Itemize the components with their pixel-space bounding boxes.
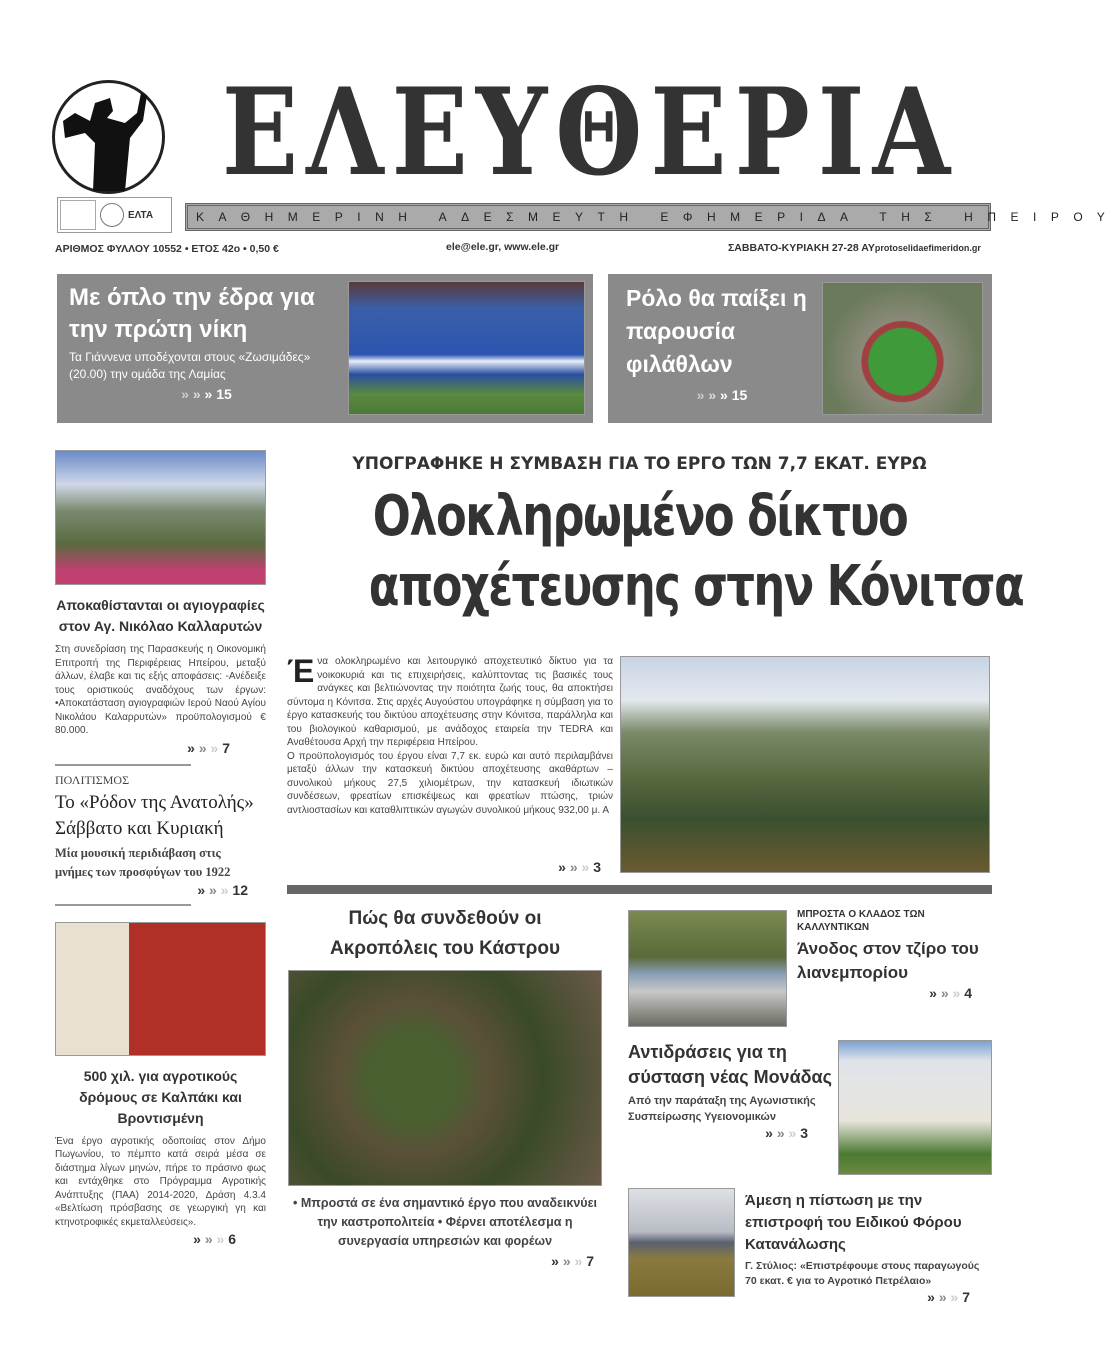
fields-photo — [628, 1188, 735, 1297]
watermark-text: protoselidaefimeridon.gr — [874, 243, 981, 253]
main-body — [287, 655, 613, 817]
main-body-paragraph-1: να ολοκληρωμένο και λειτουργικό αποχετευτικό δίκτυο για τα νοικοκυριά και τις επιχειρήσεις, καλύπτοντας τις βασικές τους ανάγκες και βελτιώνοντας την ποιότητα ζωής τους, θα αποκτήσει σύντομα η Κόνιτσα. Στις αρχές Αυγούστου υπογράφηκε η σύμβαση για το έργο κατασκευής του δικτύου αποχέτευσης στην Κόνιτσα, παράλληλα και του βιολογικού καθαρισμού, με ανάδοχος εταιρεία την TEDRA και Αναθέτουσα Αρχή την περιφέρεια Ηπείρου. — [287, 656, 613, 748]
main-headline-line-2: αποχέτευσης στην Κόνιτσα — [368, 554, 1024, 619]
page-jump[interactable]: » » » 6 — [193, 1231, 236, 1247]
main-headline[interactable] — [287, 482, 1024, 622]
promo-headline: Με όπλο την έδρα για την πρώτη νίκη — [69, 284, 315, 343]
divider — [55, 904, 191, 906]
unit-story — [628, 1040, 832, 1141]
konitsa-photo — [620, 656, 990, 873]
page-jump[interactable]: » » » 15 — [181, 386, 232, 402]
page-jump[interactable]: » » » 7 — [927, 1289, 970, 1305]
page-number: 15 — [731, 387, 748, 403]
logo-emblem — [52, 80, 165, 194]
page-jump[interactable]: » » » 3 — [558, 859, 601, 875]
retail-story — [797, 908, 992, 1001]
masthead-subtitle: ΚΑΘΗΜΕΡΙΝΗ ΑΔΕΣΜΕΥΤΗ ΕΦΗΜΕΡΙΔΑ ΤΗΣ ΗΠΕΙΡΟΥ — [185, 203, 991, 231]
center-column — [288, 904, 602, 1269]
article-body: Στη συνεδρίαση της Παρασκευής η Οικονομική Επιτροπή της Περιφέρειας Ηπείρου, μεταξύ άλλων, έλαβε και τις εξής αποφάσεις: -Ανέδειξε τους οριστικούς αναδόχους των έργων: •Αποκατάσταση αγιογραφιών Ιερού Ναού Αγίου Νικολάου Καλαρρυτών» προϋπολογισμού € 80.000. — [55, 644, 266, 736]
page-jump[interactable]: » » » 12 — [197, 881, 248, 898]
date-text: ΣΑΒΒΑΤΟ-ΚΥΡΙΑΚΗ 27-28 ΑΥ — [728, 242, 875, 254]
page-jump[interactable]: » » » 7 — [187, 739, 230, 756]
village-photo — [55, 450, 266, 585]
article-subtitle: Από την παράταξη της Αγωνιστικής Συσπείρωσης Υγειονομικών — [628, 1095, 816, 1123]
page-number: 12 — [232, 881, 248, 898]
page-number: 7 — [222, 739, 230, 756]
center-text: • Μπροστά σε ένα σημαντικό έργο που αναδεικνύει την καστροπολιτεία • Φέρνει αποτέλεσμα η συνεργασία υπηρεσιών και φορέων — [293, 1196, 597, 1248]
promo-headline: Ρόλο θα παίξει η παρουσία φιλάθλων — [626, 285, 807, 377]
page-jump[interactable]: » » » 7 — [551, 1253, 594, 1269]
page-number: 7 — [962, 1289, 970, 1305]
stadium-photo — [822, 282, 983, 415]
article-headline[interactable]: Άμεση η πίστωση με την επιστροφή του Ειδικού Φόρου Κατανάλωσης — [745, 1192, 962, 1253]
town-lake-photo — [628, 910, 787, 1027]
team-photo — [348, 281, 585, 415]
page-jump[interactable]: » » » 3 — [765, 1125, 808, 1141]
center-headline[interactable]: Πώς θα συνδεθούν οι Ακροπόλεις του Κάστρου — [329, 908, 561, 959]
contact-info: ele@ele.gr, www.ele.gr — [446, 241, 560, 253]
article-headline[interactable]: Άνοδος στον τζίρο του λιανεμπορίου — [797, 939, 979, 982]
article-kicker: ΜΠΡΟΣΤΑ Ο ΚΛΑΔΟΣ ΤΩΝ ΚΑΛΛΥΝΤΙΚΩΝ — [797, 909, 925, 933]
left-column — [55, 450, 266, 1247]
article-headline[interactable]: Αποκαθίστανται οι αγιογραφίες στον Αγ. Νικόλαο Καλλαρυτών — [56, 597, 265, 634]
article-subtitle: Γ. Στύλιος: «Επιστρέφουμε στους παραγωγούς 70 εκατ. € για το Αγροτικό Πετρέλαιο» — [745, 1260, 980, 1287]
masthead-title: ΕΛΕΥΘΕΡΙΑ — [221, 61, 959, 203]
section-divider-bar — [287, 885, 992, 894]
elta-logo: ΕΛΤΑ — [128, 209, 154, 221]
castle-aerial-photo — [288, 970, 602, 1186]
promo-box-football[interactable] — [57, 274, 593, 423]
promo-text: Τα Γιάννενα υποδέχονται στους «Ζωσιμάδες» (20.00) την ομάδα της Λαμίας — [69, 350, 311, 381]
issue-date — [728, 242, 981, 254]
page-number: 4 — [964, 985, 972, 1001]
main-body-column — [287, 655, 613, 875]
postal-box — [57, 197, 172, 233]
article-subtitle: Μία μουσική περιδιάβαση στις μνήμες των προσφύγων του 1922 — [55, 845, 231, 879]
community-office-photo — [55, 922, 266, 1056]
main-kicker: ΥΠΟΓΡΑΦΗΚΕ Η ΣΥΜΒΑΣΗ ΓΙΑ ΤΟ ΕΡΓΟ ΤΩΝ 7,7 ΕΚΑΤ. ΕΥΡΩ — [352, 454, 927, 474]
fuel-tax-story — [745, 1190, 990, 1305]
article-body: Ένα έργο αγροτικής οδοποιίας στον Δήμο Πωγωνίου, το πέμπτο κατά σειρά μέσα σε διάστημα λίγων μηνών, πήρε το πράσινο φως και εντάχθηκε στο Πρόγραμμα Αγροτικής Ανάπτυξης (ΠΑΑ) 2014-2020, Δράση 4.3.4 «Βελτίωση πρόσβασης σε γεωργική γη και κτηνοτροφικές εκμεταλλεύσεις». — [55, 1135, 266, 1228]
page-number: 3 — [593, 859, 601, 875]
article-headline[interactable]: 500 χιλ. για αγροτικούς δρόμους σε Καλπάκι και Βροντισμένη — [79, 1067, 242, 1126]
article-headline[interactable]: Το «Ρόδον της Ανατολής» Σάββατο και Κυριακή — [55, 791, 254, 839]
main-body-paragraph-2: Ο προϋπολογισμός του έργου είναι 7,7 εκ. ευρώ και αυτό περιλαμβάνει μεταξύ άλλων την κατασκευή δικτύου αποχέτευσης ακαθάρτων –συνολικού μήκους 27,5 χιλιομέτρων, την κατασκευή ιδιωτικών συνδέσεων, φρεατίων επισκέψεως και φρεατίων πτώσης, τριών αντλιοστασίων και καταθλιπτικών αγωγών συνολικού μήκους 932,00 μ. Α — [287, 750, 613, 816]
dropcap: Έ — [287, 653, 315, 689]
issue-info: ΑΡΙΘΜΟΣ ΦΥΛΛΟΥ 10552 • ΕΤΟΣ 42ο • 0,50 € — [55, 243, 279, 255]
divider — [55, 764, 191, 766]
article-headline[interactable]: Αντιδράσεις για τη σύσταση νέας Μονάδας — [628, 1042, 832, 1087]
page-number: 7 — [586, 1253, 594, 1269]
page-jump[interactable]: » » » 4 — [929, 985, 972, 1001]
page-number: 15 — [216, 386, 232, 402]
page-number: 6 — [228, 1231, 236, 1247]
section-label: ΠΟΛΙΤΙΣΜΟΣ — [55, 772, 130, 787]
promo-box-fans[interactable] — [608, 274, 992, 423]
main-headline-line-1: Ολοκληρωμένο δίκτυο — [372, 484, 907, 549]
page-number: 3 — [800, 1125, 808, 1141]
hospital-photo — [838, 1040, 992, 1175]
page-jump[interactable]: » » » 15 — [696, 387, 748, 403]
